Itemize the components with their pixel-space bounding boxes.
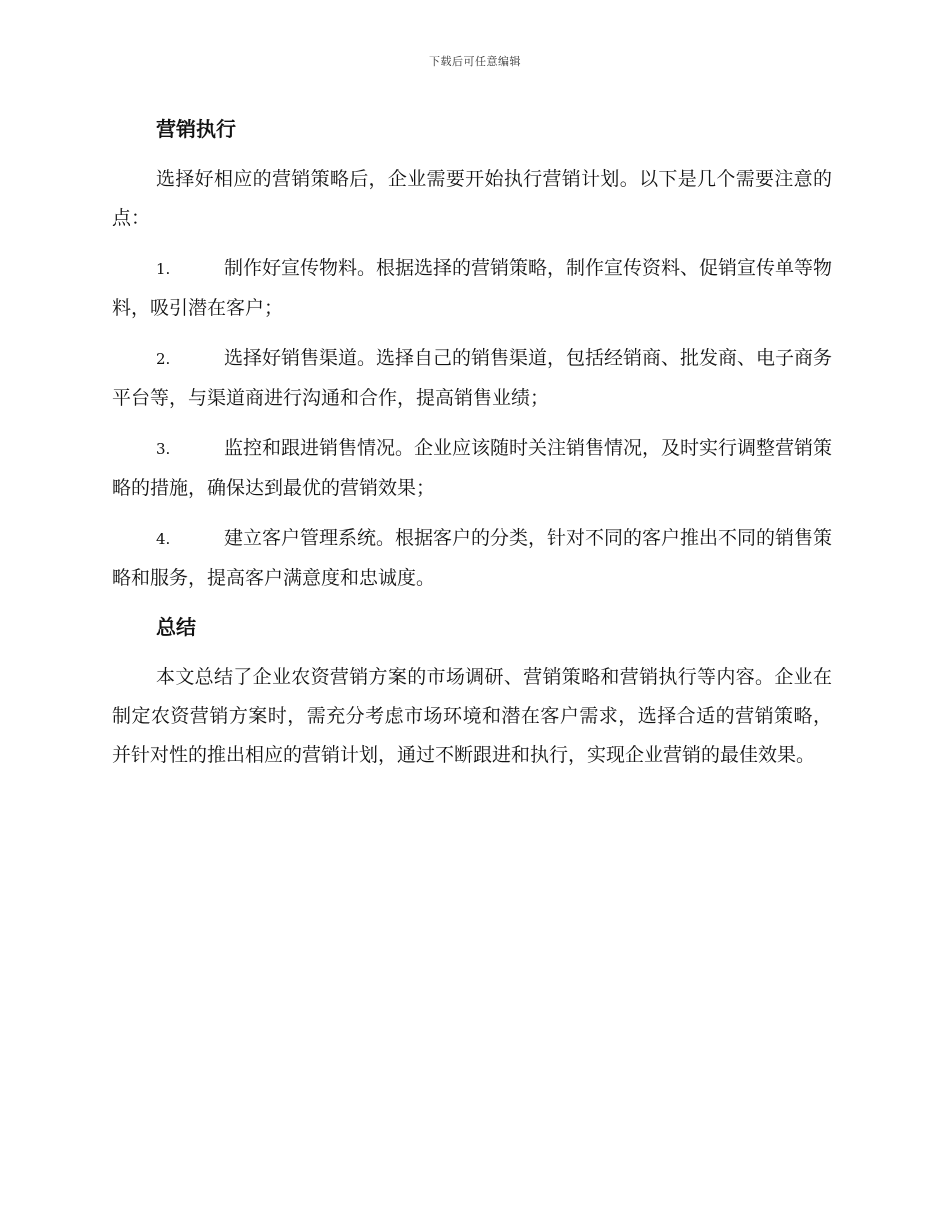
list-number: 4. xyxy=(156,530,171,548)
list-number: 3. xyxy=(156,440,171,458)
list-item-1 xyxy=(112,249,832,328)
section-heading-summary: 总结 xyxy=(156,615,196,639)
list-item-3 xyxy=(112,429,832,508)
list-text: 建立客户管理系统。根据客户的分类，针对不同的客户推出不同的销售策略和服务，提高客户满意度和忠诚度。 xyxy=(112,527,833,589)
list-number: 2. xyxy=(156,350,171,368)
list-item-4 xyxy=(112,519,832,598)
list-number: 1. xyxy=(156,260,171,278)
list-text: 选择好销售渠道。选择自己的销售渠道，包括经销商、批发商、电子商务平台等，与渠道商进行沟通和合作，提高销售业绩； xyxy=(112,347,833,409)
page-header-note: 下载后可任意编辑 xyxy=(429,55,521,68)
list-text: 制作好宣传物料。根据选择的营销策略，制作宣传资料、促销宣传单等物料，吸引潜在客户； xyxy=(112,257,833,319)
list-text: 监控和跟进销售情况。企业应该随时关注销售情况，及时实行调整营销策略的措施，确保达到最优的营销效果； xyxy=(112,437,833,499)
list-item-2 xyxy=(112,339,832,418)
section-heading-execution: 营销执行 xyxy=(156,117,236,141)
execution-intro: 选择好相应的营销策略后，企业需要开始执行营销计划。以下是几个需要注意的点： xyxy=(112,168,832,229)
document-body xyxy=(112,108,832,775)
summary-body: 本文总结了企业农资营销方案的市场调研、营销策略和营销执行等内容。企业在制定农资营销方案时，需充分考虑市场环境和潜在客户需求，选择合适的营销策略，并针对性的推出相应的营销计划，通过不断跟进和执行，实现企业营销的最佳效果。 xyxy=(112,666,832,766)
